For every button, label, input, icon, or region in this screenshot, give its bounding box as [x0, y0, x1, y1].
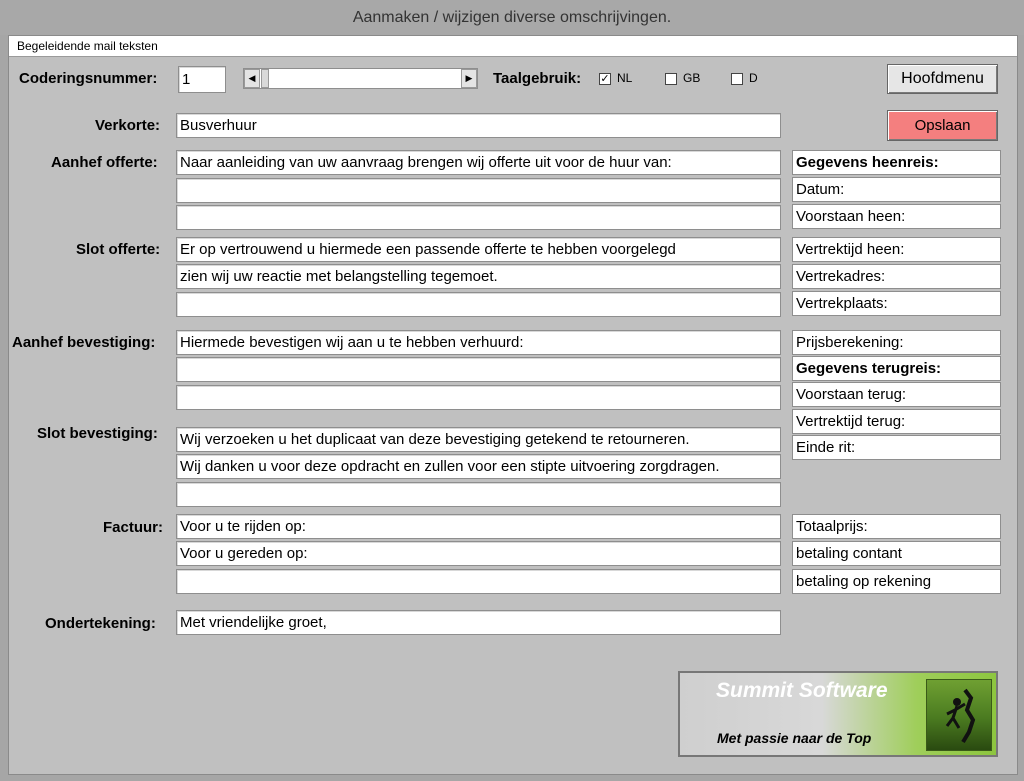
scroll-thumb[interactable]	[261, 69, 269, 88]
checkbox-gb[interactable]	[665, 73, 677, 85]
side-field-pickup-return[interactable]: Voorstaan terug:	[792, 382, 1001, 407]
invoice-line-1[interactable]: Voor u te rijden op:	[176, 514, 781, 539]
quote-opening-label: Aanhef offerte:	[51, 154, 158, 171]
side-field-pickup-outbound[interactable]: Voorstaan heen:	[792, 204, 1001, 229]
climber-image	[926, 679, 992, 751]
confirmation-closing-line-1[interactable]: Wij verzoeken u het duplicaat van deze bevestiging getekend te retourneren.	[176, 427, 781, 452]
invoice-line-2[interactable]: Voor u gereden op:	[176, 541, 781, 566]
checkbox-d-label: D	[749, 71, 758, 85]
company-logo	[678, 671, 998, 757]
confirmation-closing-label: Slot bevestiging:	[37, 425, 158, 442]
code-input[interactable]: 1	[178, 66, 226, 93]
confirmation-opening-line-1[interactable]: Hiermede bevestigen wij aan u te hebben verhuurd:	[176, 330, 781, 355]
short-name-input[interactable]: Busverhuur	[176, 113, 781, 138]
language-label: Taalgebruik:	[493, 70, 582, 87]
code-label: Coderingsnummer:	[19, 70, 158, 87]
invoice-line-3[interactable]	[176, 569, 781, 594]
window-title: Aanmaken / wijzigen diverse omschrijvingen.	[0, 0, 1024, 35]
quote-opening-line-1[interactable]: Naar aanleiding van uw aanvraag brengen wij offerte uit voor de huur van:	[176, 150, 781, 175]
side-field-price-calculation[interactable]: Prijsberekening:	[792, 330, 1001, 355]
side-field-departure-time-return[interactable]: Vertrektijd terug:	[792, 409, 1001, 434]
quote-closing-line-1[interactable]: Er op vertrouwend u hiermede een passende offerte te hebben voorgelegd	[176, 237, 781, 262]
signature-input[interactable]: Met vriendelijke groet,	[176, 610, 781, 635]
tab-mail-texts[interactable]: Begeleidende mail teksten	[17, 39, 158, 53]
checkbox-gb-label: GB	[683, 71, 701, 85]
quote-closing-line-3[interactable]	[176, 292, 781, 317]
side-field-departure-time-outbound[interactable]: Vertrektijd heen:	[792, 237, 1001, 262]
scroll-left-icon[interactable]: ◀	[244, 69, 260, 88]
side-return-header: Gegevens terugreis:	[792, 356, 1001, 381]
signature-label: Ondertekening:	[45, 615, 156, 632]
logo-brand-text: Summit Software	[716, 679, 888, 702]
scroll-right-icon[interactable]: ▶	[461, 69, 477, 88]
logo-tagline: Met passie naar de Top	[717, 730, 872, 746]
short-name-label: Verkorte:	[95, 117, 161, 134]
checkbox-nl[interactable]: ✓	[600, 73, 610, 85]
form-frame	[8, 35, 1018, 775]
quote-closing-label: Slot offerte:	[76, 241, 161, 258]
side-field-total-price[interactable]: Totaalprijs:	[792, 514, 1001, 539]
side-outbound-header: Gegevens heenreis:	[792, 150, 1001, 175]
confirmation-opening-label: Aanhef bevestiging:	[12, 334, 156, 351]
side-field-departure-address[interactable]: Vertrekadres:	[792, 264, 1001, 289]
invoice-label: Factuur:	[103, 519, 163, 536]
checkbox-nl-label: NL	[617, 71, 633, 85]
quote-closing-line-2[interactable]: zien wij uw reactie met belangstelling tegemoet.	[176, 264, 781, 289]
checkbox-d[interactable]	[731, 73, 743, 85]
side-field-end-ride[interactable]: Einde rit:	[792, 435, 1001, 460]
confirmation-closing-line-2[interactable]: Wij danken u voor deze opdracht en zullen voor een stipte uitvoering zorgdragen.	[176, 454, 781, 479]
side-field-departure-place[interactable]: Vertrekplaats:	[792, 291, 1001, 316]
side-field-payment-account[interactable]: betaling op rekening	[792, 569, 1001, 594]
record-scrollbar[interactable]	[243, 68, 478, 89]
save-button[interactable]: Opslaan	[887, 110, 998, 141]
confirmation-opening-line-3[interactable]	[176, 385, 781, 410]
quote-opening-line-3[interactable]	[176, 205, 781, 230]
confirmation-opening-line-2[interactable]	[176, 357, 781, 382]
confirmation-closing-line-3[interactable]	[176, 482, 781, 507]
main-menu-button[interactable]: Hoofdmenu	[887, 64, 998, 94]
side-field-date[interactable]: Datum:	[792, 177, 1001, 202]
quote-opening-line-2[interactable]	[176, 178, 781, 203]
side-field-payment-cash[interactable]: betaling contant	[792, 541, 1001, 566]
tab-bar	[9, 36, 1017, 57]
